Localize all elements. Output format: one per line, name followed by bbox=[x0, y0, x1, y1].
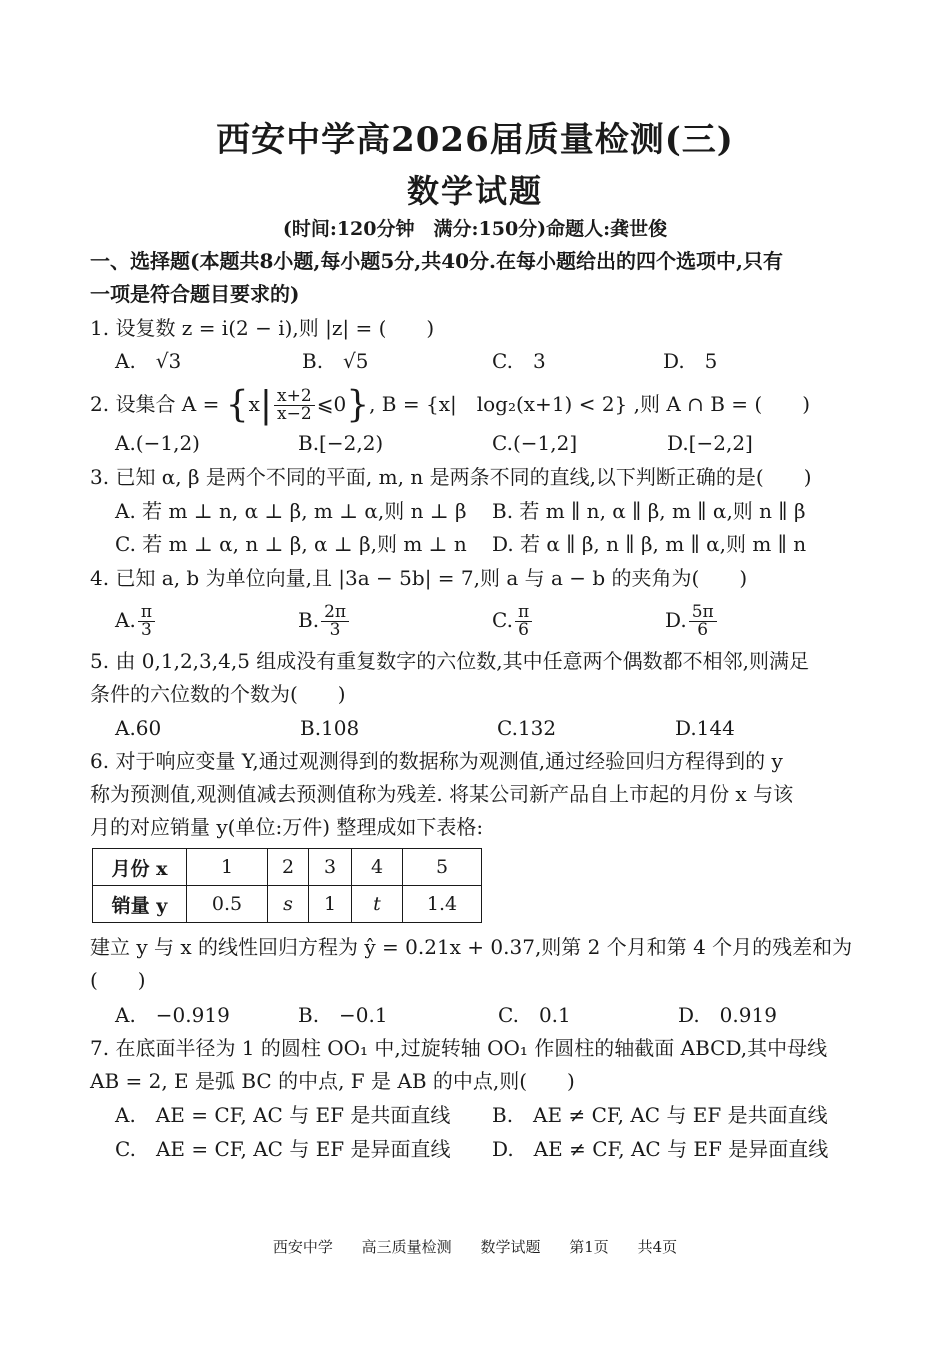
question-5-stem: 5. 由 0,1,2,3,4,5 组成没有重复数字的六位数,其中任意两个偶数都不相邻,则满足 bbox=[90, 649, 810, 673]
q3-option-d: D. 若 α ∥ β, n ∥ β, m ∥ α,则 m ∥ n bbox=[492, 532, 807, 556]
q4-d-label: D. bbox=[665, 608, 687, 632]
q4-d-num: 5π bbox=[689, 604, 717, 622]
q4-b-label: B. bbox=[298, 608, 320, 632]
q5-option-b: B.108 bbox=[300, 716, 360, 740]
question-6-stem-cont4: ( ) bbox=[90, 968, 146, 992]
q2-rest: , B = {x| log₂(x+1) < 2} ,则 A ∩ B = ( ) bbox=[369, 392, 811, 416]
q4-c-den: 6 bbox=[518, 620, 529, 640]
question-2-stem bbox=[90, 384, 811, 426]
q2-option-a: A.(−1,2) bbox=[115, 431, 200, 455]
q1-option-b: B. √5 bbox=[302, 349, 369, 373]
question-1-stem: 1. 设复数 z = i(2 − i),则 |z| = ( ) bbox=[90, 316, 435, 340]
q4-a-label: A. bbox=[115, 608, 136, 632]
q5-option-a: A.60 bbox=[115, 716, 162, 740]
exam-meta: (时间:120分钟 满分:150分)命题人:龚世俊 bbox=[282, 218, 668, 240]
q7-option-d: D. AE ≠ CF, AC 与 EF 是异面直线 bbox=[492, 1137, 829, 1161]
question-5-stem-cont: 条件的六位数的个数为( ) bbox=[90, 682, 346, 706]
table-cell: s bbox=[268, 886, 309, 923]
question-7-stem-cont: AB = 2, E 是弧 BC 的中点, F 是 AB 的中点,则( ) bbox=[90, 1069, 575, 1093]
question-7-stem: 7. 在底面半径为 1 的圆柱 OO₁ 中,过旋转轴 OO₁ 作圆柱的轴截面 ABCD,其中母线 bbox=[90, 1036, 828, 1060]
q2-frac-num: x+2 bbox=[274, 388, 315, 406]
q2-set-var: x bbox=[248, 392, 260, 416]
table-header-cell: 月份 x bbox=[93, 849, 187, 886]
footer-school: 西安中学 bbox=[272, 1238, 333, 1256]
table-row bbox=[93, 886, 482, 923]
q4-a-num: π bbox=[138, 604, 155, 622]
question-6-stem-cont3: 建立 y 与 x 的线性回归方程为 ŷ = 0.21x + 0.37,则第 2 个月和第 4 个月的残差和为 bbox=[90, 935, 853, 959]
table-cell: 5 bbox=[403, 849, 482, 886]
q2-option-c: C.(−1,2] bbox=[492, 431, 578, 455]
q4-d-den: 6 bbox=[697, 620, 709, 640]
q2-frac-den: x−2 bbox=[277, 404, 312, 424]
q2-cond: ⩽0 bbox=[316, 392, 347, 416]
q3-option-c: C. 若 m ⊥ α, n ⊥ β, α ⊥ β,则 m ⊥ n bbox=[115, 532, 467, 556]
q4-b-den: 3 bbox=[329, 620, 341, 640]
table-cell: 2 bbox=[268, 849, 309, 886]
q2-brace-close: } bbox=[346, 384, 370, 426]
q3-option-b: B. 若 m ∥ n, α ∥ β, m ∥ α,则 n ∥ β bbox=[492, 499, 806, 523]
q4-option-d bbox=[665, 604, 719, 639]
section-heading-cont: 一项是符合题目要求的) bbox=[90, 282, 300, 306]
q4-option-c bbox=[492, 604, 534, 639]
table-header-cell: 销量 y bbox=[93, 886, 187, 923]
table-cell: 1.4 bbox=[403, 886, 482, 923]
subject-title: 数学试题 bbox=[406, 172, 543, 210]
section-heading: 一、选择题(本题共8小题,每小题5分,共40分.在每小题给出的四个选项中,只有 bbox=[90, 249, 783, 273]
q4-c-label: C. bbox=[492, 608, 513, 632]
q2-fraction bbox=[274, 388, 315, 423]
q4-option-a bbox=[115, 604, 157, 639]
q4-a-den: 3 bbox=[140, 620, 152, 640]
q4-a-fraction bbox=[138, 604, 155, 639]
q7-option-c: C. AE = CF, AC 与 EF 是异面直线 bbox=[115, 1137, 451, 1161]
q4-option-b bbox=[298, 604, 351, 639]
q5-option-c: C.132 bbox=[497, 716, 557, 740]
question-6-stem: 6. 对于响应变量 Y,通过观测得到的数据称为观测值,通过经验回归方程得到的 y bbox=[90, 749, 783, 773]
q5-option-d: D.144 bbox=[675, 716, 735, 740]
footer-page: 第1页 bbox=[569, 1238, 609, 1256]
q7-option-b: B. AE ≠ CF, AC 与 EF 是共面直线 bbox=[492, 1103, 828, 1127]
q4-c-num: π bbox=[515, 604, 532, 622]
data-table bbox=[92, 848, 482, 923]
footer-subject: 数学试题 bbox=[480, 1238, 541, 1256]
table-cell: 0.5 bbox=[187, 886, 268, 923]
q1-option-c: C. 3 bbox=[492, 349, 546, 373]
q4-b-fraction bbox=[321, 604, 349, 639]
exam-title: 西安中学高2026届质量检测(三) bbox=[216, 120, 734, 160]
q4-d-fraction bbox=[689, 604, 717, 639]
q1-option-d: D. 5 bbox=[663, 349, 718, 373]
table-cell: 1 bbox=[187, 849, 268, 886]
table-cell: t bbox=[352, 886, 403, 923]
q3-option-a: A. 若 m ⊥ n, α ⊥ β, m ⊥ α,则 n ⊥ β bbox=[115, 499, 467, 523]
q2-bar: | bbox=[259, 384, 273, 426]
q6-option-d: D. 0.919 bbox=[678, 1003, 777, 1027]
q6-option-c: C. 0.1 bbox=[498, 1003, 571, 1027]
q6-option-b: B. −0.1 bbox=[298, 1003, 388, 1027]
table-cell: 4 bbox=[352, 849, 403, 886]
table-cell: 1 bbox=[309, 886, 352, 923]
q4-b-num: 2π bbox=[321, 604, 349, 622]
question-6-stem-cont1: 称为预测值,观测值减去预测值称为残差. 将某公司新产品自上市起的月份 x 与该 bbox=[90, 782, 794, 806]
q1-option-a: A. √3 bbox=[115, 349, 182, 373]
q7-option-a: A. AE = CF, AC 与 EF 是共面直线 bbox=[115, 1103, 451, 1127]
page-footer bbox=[0, 1236, 950, 1257]
question-6-stem-cont2: 月的对应销量 y(单位:万件) 整理成如下表格: bbox=[90, 815, 484, 839]
question-4-stem: 4. 已知 a, b 为单位向量,且 |3a − 5b| = 7,则 a 与 a − b 的夹角为( ) bbox=[90, 566, 748, 590]
q2-option-b: B.[−2,2) bbox=[298, 431, 384, 455]
q4-c-fraction bbox=[515, 604, 532, 639]
q2-prefix: 2. 设集合 A = bbox=[90, 392, 226, 416]
question-3-stem: 3. 已知 α, β 是两个不同的平面, m, n 是两条不同的直线,以下判断正确的是( ) bbox=[90, 465, 812, 489]
footer-exam: 高三质量检测 bbox=[361, 1238, 452, 1256]
q2-option-d: D.[−2,2] bbox=[667, 431, 753, 455]
footer-total: 共4页 bbox=[637, 1238, 678, 1256]
table-cell: 3 bbox=[309, 849, 352, 886]
q2-brace-open: { bbox=[225, 384, 249, 426]
table-row bbox=[93, 849, 482, 886]
q6-option-a: A. −0.919 bbox=[115, 1003, 230, 1027]
